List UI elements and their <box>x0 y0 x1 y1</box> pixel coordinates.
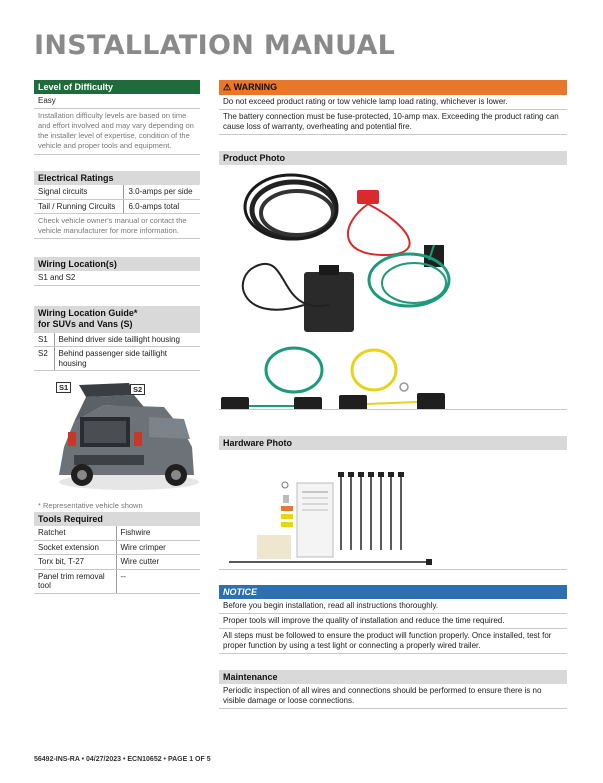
table-cell: Wire cutter <box>116 555 200 570</box>
electrical-table <box>34 185 200 214</box>
table-row <box>34 540 200 555</box>
table-cell: Socket extension <box>34 540 116 555</box>
difficulty-note: Installation difficulty levels are based on time and effort involved and may vary depending on the installer level of expertise, condition of the vehicle and proper tools and equipment. <box>34 109 200 155</box>
electrical-note: Check vehicle owner's manual or contact the vehicle manufacturer for more information. <box>34 214 200 239</box>
product-photo <box>219 165 567 410</box>
warning-header <box>219 80 567 95</box>
difficulty-section <box>34 80 200 155</box>
wiring-guide-header-line2: for SUVs and Vans (S) <box>38 319 133 330</box>
wiring-guide-section <box>34 306 200 514</box>
table-row <box>34 185 200 199</box>
tools-header: Tools Required <box>34 512 200 526</box>
tools-table <box>34 526 200 594</box>
table-row <box>34 333 200 347</box>
table-cell: Panel trim removal tool <box>34 569 116 593</box>
table-cell: 3.0-amps per side <box>124 185 200 199</box>
hardware-photo <box>219 450 567 570</box>
table-cell: S1 <box>34 333 54 347</box>
hardware-photo-section <box>219 436 567 570</box>
table-row <box>34 555 200 570</box>
notice-line-1: Before you begin installation, read all instructions thoroughly. <box>219 599 567 614</box>
table-cell: S2 <box>34 347 54 371</box>
table-row <box>34 347 200 371</box>
wiring-location-value: S1 and S2 <box>34 271 200 286</box>
table-row <box>34 569 200 593</box>
warning-header-label: WARNING <box>233 82 278 92</box>
table-cell: Behind driver side taillight housing <box>54 333 200 347</box>
page-footer: 56492-INS-RA • 04/27/2023 • ECN10652 • PAGE 1 OF 5 <box>34 756 211 763</box>
table-cell: 6.0-amps total <box>124 199 200 214</box>
table-cell: Torx bit, T-27 <box>34 555 116 570</box>
wiring-location-section <box>34 257 200 286</box>
electrical-header: Electrical Ratings <box>34 171 200 185</box>
table-cell: Fishwire <box>116 526 200 540</box>
tools-section <box>34 512 200 594</box>
electrical-section <box>34 171 200 239</box>
table-cell: Signal circuits <box>34 185 124 199</box>
product-photo-section <box>219 151 567 410</box>
vehicle-illustration <box>34 377 200 497</box>
table-cell: Tail / Running Circuits <box>34 199 124 214</box>
maintenance-header: Maintenance <box>219 670 567 684</box>
warning-section <box>219 80 567 135</box>
wiring-guide-header-line1: Wiring Location Guide* <box>38 308 138 318</box>
table-row <box>34 199 200 214</box>
notice-line-3: All steps must be followed to ensure the product will function properly. Once installed, test for proper function by using a test light or connecting a properly wired trailer. <box>219 629 567 654</box>
wiring-guide-header <box>34 306 200 333</box>
notice-line-2: Proper tools will improve the quality of installation and reduce the time required. <box>219 614 567 629</box>
page-title: INSTALLATION MANUAL <box>34 30 396 61</box>
notice-header: NOTICE <box>219 585 567 599</box>
warning-line-2: The battery connection must be fuse-protected, 10-amp max. Exceeding the product rating can cause loss of warranty, overheating and potential fire. <box>219 110 567 135</box>
difficulty-header: Level of Difficulty <box>34 80 200 94</box>
table-row <box>34 526 200 540</box>
table-cell: Ratchet <box>34 526 116 540</box>
product-photo-header: Product Photo <box>219 151 567 165</box>
s2-marker: S2 <box>130 384 145 395</box>
difficulty-level: Easy <box>34 94 200 109</box>
hardware-photo-header: Hardware Photo <box>219 436 567 450</box>
warning-icon: ⚠ <box>223 82 234 92</box>
table-cell: Behind passenger side taillight housing <box>54 347 200 371</box>
maintenance-text: Periodic inspection of all wires and connections should be performed to ensure there is no visible damage or loose connections. <box>219 684 567 709</box>
table-cell: -- <box>116 569 200 593</box>
maintenance-section <box>219 670 567 709</box>
s1-marker: S1 <box>56 382 71 393</box>
notice-section <box>219 585 567 654</box>
table-cell: Wire crimper <box>116 540 200 555</box>
wiring-guide-table <box>34 333 200 372</box>
warning-line-1: Do not exceed product rating or tow vehicle lamp load rating, whichever is lower. <box>219 95 567 110</box>
vehicle-caption: * Representative vehicle shown <box>34 499 200 514</box>
wiring-location-header: Wiring Location(s) <box>34 257 200 271</box>
